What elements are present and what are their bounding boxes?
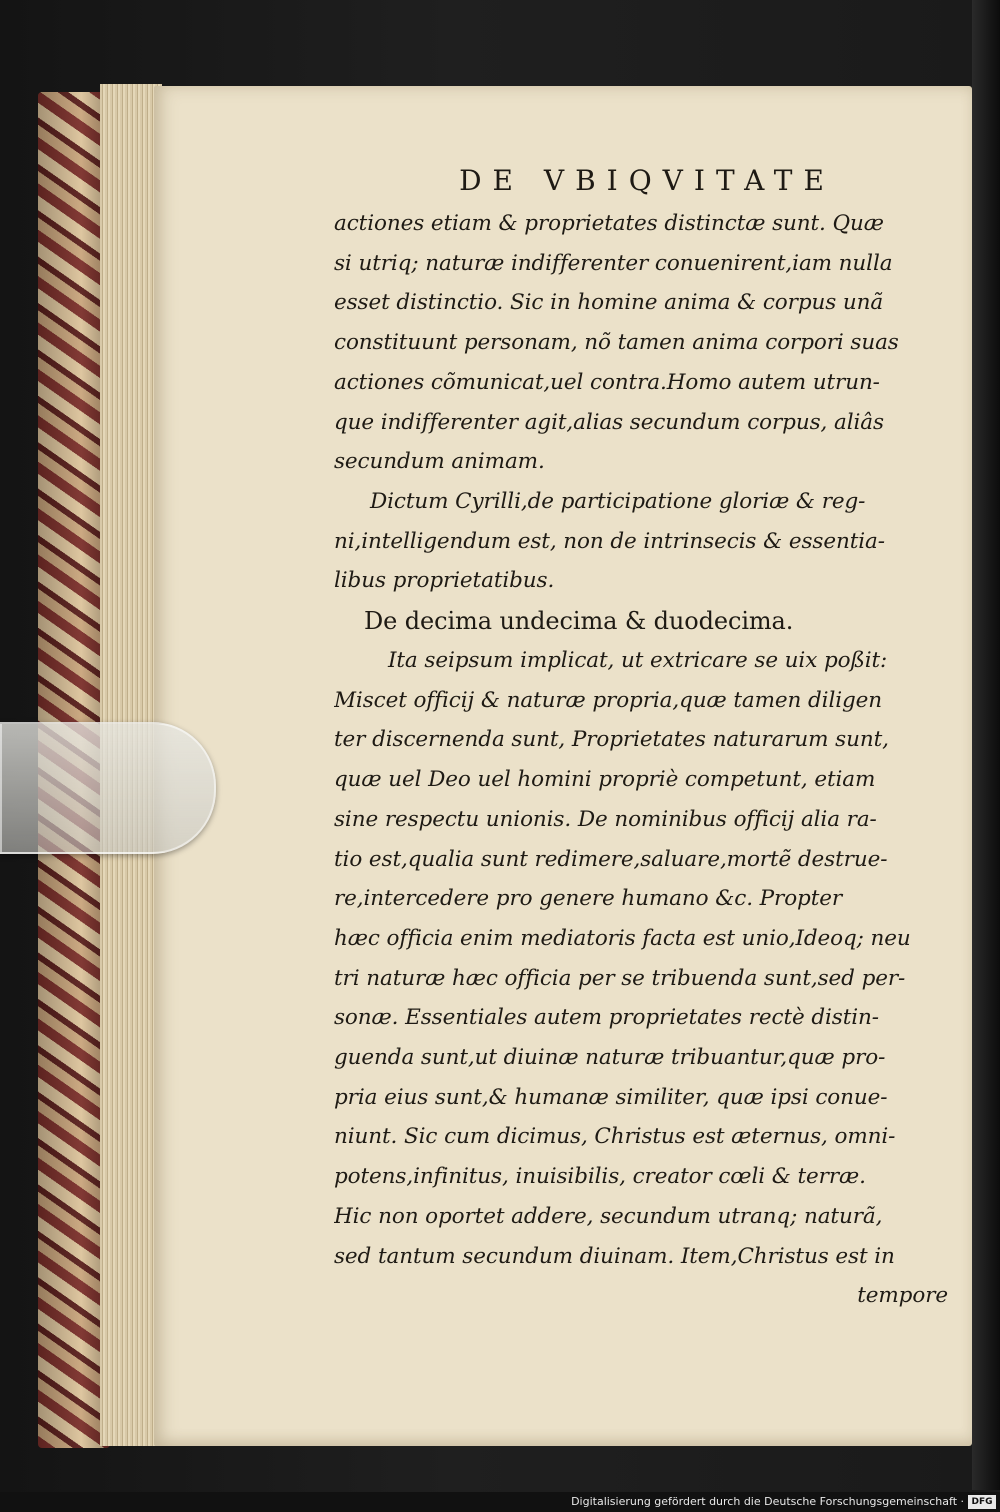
text-line: hæc officia enim mediatoris facta est unio,Ideoq; neu xyxy=(334,925,911,951)
text-line: sonæ. Essentiales autem proprietates rectè distin- xyxy=(334,1005,879,1031)
text-line: Hic non oportet addere, secundum utranq; naturã, xyxy=(334,1203,883,1229)
text-line: guenda sunt,ut diuinæ naturæ tribuantur,quæ pro- xyxy=(334,1045,886,1071)
text-line: tio est,qualia sunt redimere,saluare,mortẽ destrue- xyxy=(334,846,888,872)
text-line: Dictum Cyrilli,de participatione gloriæ & reg- xyxy=(370,488,866,514)
text-line: actiones etiam & proprietates distinctæ sunt. Quæ xyxy=(334,211,884,236)
running-head: DE VBIQVITATE xyxy=(459,164,835,197)
text-line: sed tantum secundum diuinam. Item,Christus est in xyxy=(334,1243,895,1269)
catchword: tempore xyxy=(857,1283,948,1309)
text-line: niunt. Sic cum dicimus, Christus est æternus, omni- xyxy=(334,1124,896,1150)
page-text xyxy=(334,158,950,1316)
text-line: Ita seipsum implicat, ut extricare se uix poßit: xyxy=(388,648,888,674)
text-line: secundum animam. xyxy=(334,449,545,475)
text-line: actiones cõmunicat,uel contra.Homo autem utrun- xyxy=(334,369,880,395)
text-line: quæ uel Deo uel homini propriè competunt, etiam xyxy=(334,767,876,793)
text-line: constituunt personam, nõ tamen anima corpori suas xyxy=(334,330,899,356)
text-line: libus proprietatibus. xyxy=(334,568,555,594)
section-heading: De decima undecima & duodecima. xyxy=(364,607,794,636)
text-line: tri naturæ hæc officia per se tribuenda sunt,sed per- xyxy=(334,965,906,991)
text-line: Miscet officij & naturæ propria,quæ tamen diligen xyxy=(334,687,883,713)
text-line: ni,intelligendum est, non de intrinsecis & essentia- xyxy=(334,528,885,554)
text-line: esset distinctio. Sic in homine anima & corpus unã xyxy=(334,290,884,316)
text-line: re,intercedere pro genere humano &c. Propter xyxy=(334,886,843,912)
page-clip xyxy=(0,722,216,854)
dfg-logo: DFG xyxy=(968,1495,996,1509)
scan-right-edge xyxy=(972,0,1000,1490)
text-line: si utriq; naturæ indifferenter conuenirent,iam nulla xyxy=(334,250,893,276)
text-line: que indifferenter agit,alias secundum corpus, aliâs xyxy=(334,409,884,435)
text-line: ter discernenda sunt, Proprietates naturarum sunt, xyxy=(334,727,889,753)
footer-bar xyxy=(0,1492,1000,1512)
text-line: sine respectu unionis. De nominibus officij alia ra- xyxy=(334,806,877,832)
footer-credit: Digitalisierung gefördert durch die Deutsche Forschungsgemeinschaft · xyxy=(571,1495,964,1508)
text-line: potens,infinitus, inuisibilis, creator cœli & terræ. xyxy=(334,1164,866,1190)
text-line: pria eius sunt,& humanæ similiter, quæ ipsi conue- xyxy=(334,1084,888,1110)
